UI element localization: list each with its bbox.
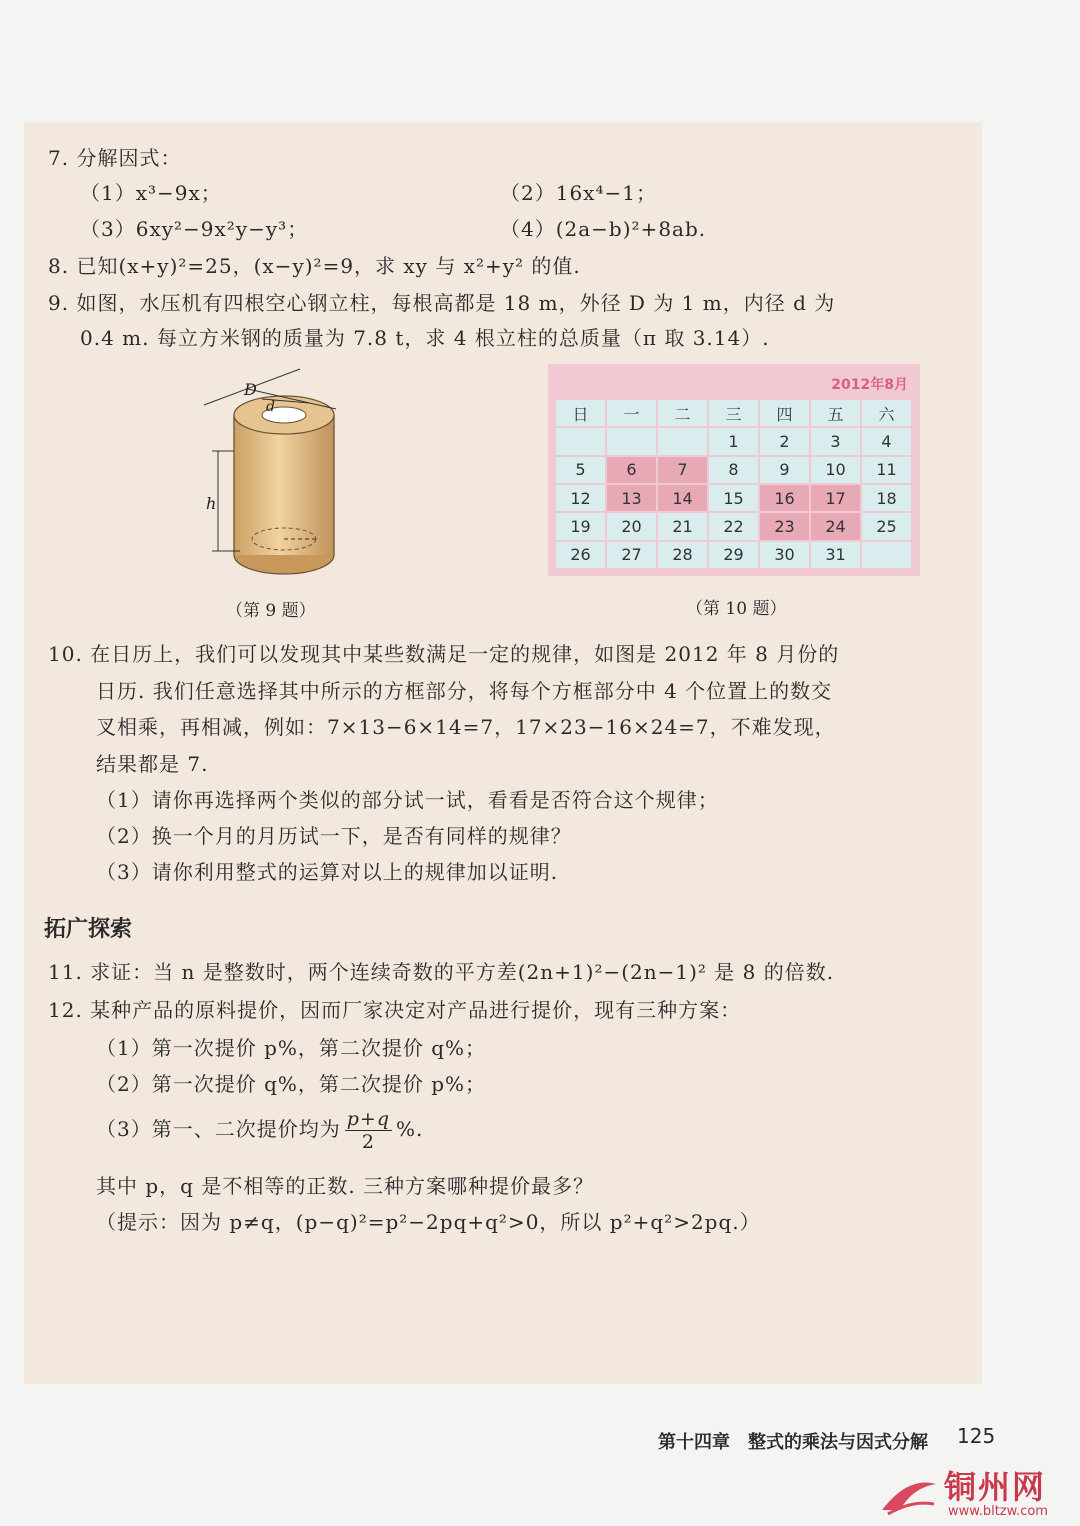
label-h: h <box>206 494 217 513</box>
calendar-day: 28 <box>658 542 707 568</box>
question-10-line-3: 叉相乘，再相减，例如：7×13−6×14=7，17×23−16×24=7，不难发现， <box>96 715 836 739</box>
calendar-day: 5 <box>556 457 605 483</box>
calendar-day: 19 <box>556 513 605 539</box>
calendar-weekday: 五 <box>811 400 860 426</box>
label-D: D <box>244 380 257 399</box>
calendar-day: 17 <box>811 485 860 511</box>
fraction-denominator: 2 <box>361 1131 375 1153</box>
page-number: 125 <box>957 1424 996 1448</box>
question-8: 8. 已知(x+y)²=25，(x−y)²=9，求 xy 与 x²+y² 的值. <box>48 254 581 278</box>
calendar-day: 31 <box>811 542 860 568</box>
calendar-day: 22 <box>709 513 758 539</box>
calendar-weekday: 日 <box>556 400 605 426</box>
question-9-line-2: 0.4 m. 每立方米钢的质量为 7.8 t，求 4 根立柱的总质量（π 取 3.14）. <box>80 326 770 350</box>
calendar-day: 2 <box>760 428 809 454</box>
chapter-title: 第十四章 整式的乘法与因式分解 <box>658 1432 928 1453</box>
calendar-figure <box>548 364 920 576</box>
question-12-part-3-text: （3）第一、二次提价均为 <box>96 1117 341 1141</box>
question-10-part-1: （1）请你再选择两个类似的部分试一试，看看是否符合这个规律； <box>96 788 719 812</box>
calendar-day: 4 <box>862 428 911 454</box>
calendar-day: 13 <box>607 485 656 511</box>
calendar-day: 24 <box>811 513 860 539</box>
fraction <box>345 1108 392 1153</box>
question-10-line-2: 日历. 我们任意选择其中所示的方框部分，将每个方框部分中 4 个位置上的数交 <box>96 679 833 703</box>
watermark-url: www.bltzw.com <box>948 1504 1048 1519</box>
calendar-weekday: 六 <box>862 400 911 426</box>
calendar-day: 11 <box>862 457 911 483</box>
calendar-weekday: 三 <box>709 400 758 426</box>
question-12-tail: 其中 p，q 是不相等的正数. 三种方案哪种提价最多？ <box>96 1174 595 1198</box>
question-11: 11. 求证：当 n 是整数时，两个连续奇数的平方差(2n+1)²−(2n−1)² 是 8 的倍数. <box>48 960 835 984</box>
calendar-day: 26 <box>556 542 605 568</box>
question-12-part-2: （2）第一次提价 q%，第二次提价 p%； <box>96 1072 487 1096</box>
calendar-title: 2012年8月 <box>831 377 908 393</box>
q7-item-1: （1）x³−9x； <box>80 181 222 205</box>
calendar-day: 16 <box>760 485 809 511</box>
question-10-line-1: 10. 在日历上，我们可以发现其中某些数满足一定的规律，如图是 2012 年 8 月份的 <box>48 642 840 666</box>
calendar-day <box>658 428 707 454</box>
calendar-weekday: 一 <box>607 400 656 426</box>
calendar-day: 8 <box>709 457 758 483</box>
calendar-day: 27 <box>607 542 656 568</box>
q7-item-4: （4）(2a−b)²+8ab. <box>500 217 707 241</box>
calendar-day: 14 <box>658 485 707 511</box>
calendar-day: 30 <box>760 542 809 568</box>
calendar-day: 15 <box>709 485 758 511</box>
cylinder-figure <box>190 365 370 590</box>
calendar-day <box>607 428 656 454</box>
calendar-day: 12 <box>556 485 605 511</box>
question-12-part-3 <box>96 1108 423 1153</box>
question-12-hint: （提示：因为 p≠q，(p−q)²=p²−2pq+q²>0，所以 p²+q²>2pq.） <box>96 1210 761 1234</box>
calendar-weekday: 二 <box>658 400 707 426</box>
label-d: d <box>266 399 275 415</box>
q7-item-2: （2）16x⁴−1； <box>500 181 657 205</box>
figure-10-caption: （第 10 题） <box>686 599 787 619</box>
question-10-line-4: 结果都是 7. <box>96 752 209 776</box>
question-12: 12. 某种产品的原料提价，因而厂家决定对产品进行提价，现有三种方案： <box>48 998 742 1022</box>
calendar-day: 25 <box>862 513 911 539</box>
question-10-part-3: （3）请你利用整式的运算对以上的规律加以证明. <box>96 860 559 884</box>
calendar-day: 20 <box>607 513 656 539</box>
calendar-day: 10 <box>811 457 860 483</box>
watermark-name: 铜州网 <box>944 1468 1047 1506</box>
question-9-line-1: 9. 如图，水压机有四根空心钢立柱，每根高都是 18 m，外径 D 为 1 m，内径 d 为 <box>48 291 836 315</box>
calendar-grid <box>556 400 911 568</box>
watermark-logo-icon <box>878 1470 938 1518</box>
question-12-part-1: （1）第一次提价 p%，第二次提价 q%； <box>96 1036 487 1060</box>
question-7: 7. 分解因式： <box>48 146 182 170</box>
calendar-day <box>556 428 605 454</box>
question-10-part-2: （2）换一个月的月历试一下，是否有同样的规律？ <box>96 824 572 848</box>
calendar-day: 21 <box>658 513 707 539</box>
calendar-day: 7 <box>658 457 707 483</box>
calendar-day <box>862 542 911 568</box>
calendar-day: 9 <box>760 457 809 483</box>
calendar-day: 23 <box>760 513 809 539</box>
question-12-part-3-suffix: %. <box>395 1117 424 1141</box>
fraction-numerator: p+q <box>346 1108 390 1130</box>
q7-item-3: （3）6xy²−9x²y−y³； <box>80 217 309 241</box>
calendar-day: 6 <box>607 457 656 483</box>
figure-9-caption: （第 9 题） <box>226 601 316 621</box>
section-heading: 拓广探索 <box>44 917 133 942</box>
calendar-day: 3 <box>811 428 860 454</box>
calendar-day: 29 <box>709 542 758 568</box>
calendar-day: 18 <box>862 485 911 511</box>
calendar-weekday: 四 <box>760 400 809 426</box>
calendar-day: 1 <box>709 428 758 454</box>
